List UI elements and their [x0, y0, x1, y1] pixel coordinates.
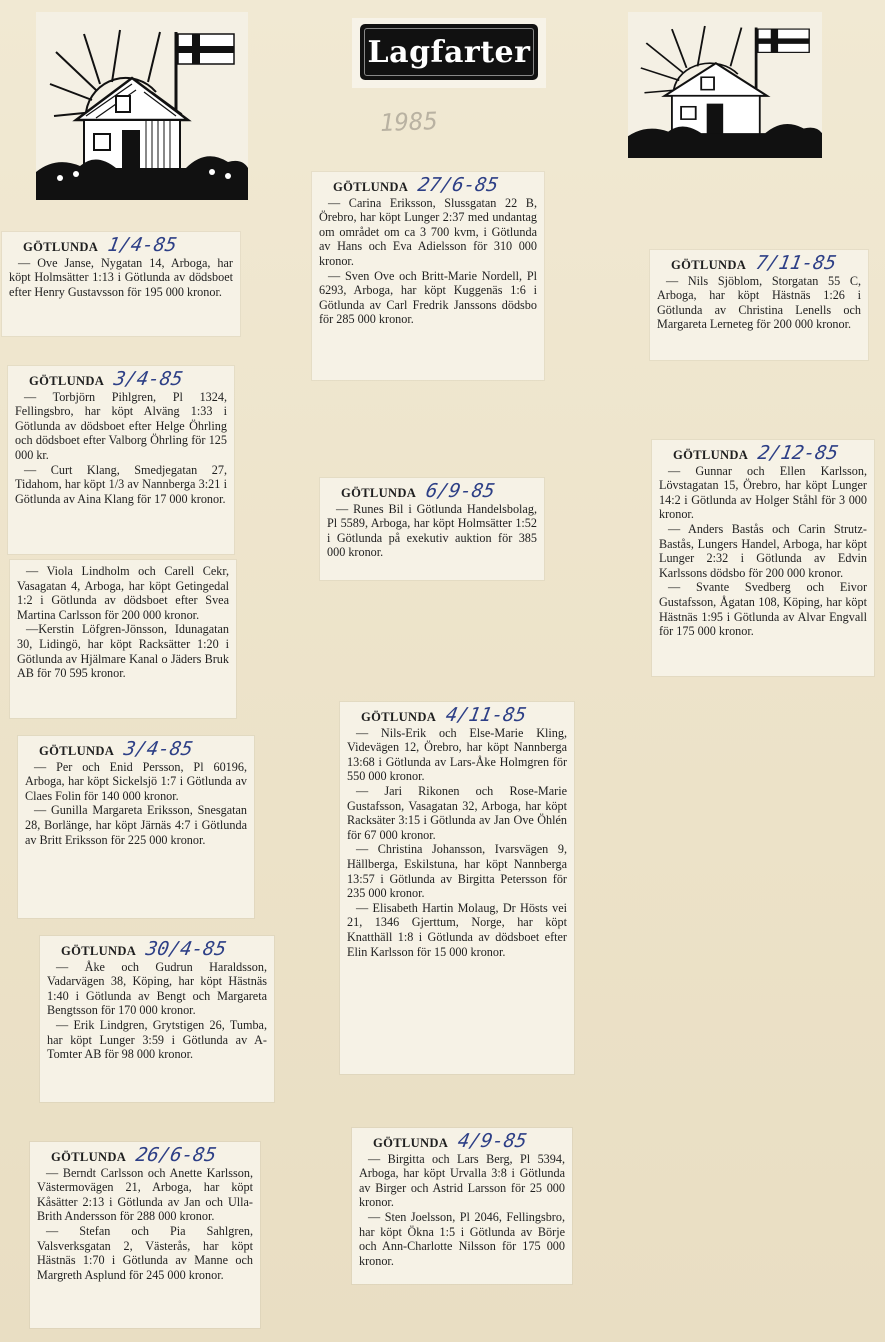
handwritten-date: 6/9-85 — [424, 480, 497, 502]
clipping-entry: — Curt Klang, Smedjegatan 27, Tidahom, har köpt 1/3 av Nannberga 3:21 i Götlunda av Aina Klang för 17 000 kronor. — [15, 462, 227, 506]
clipping-location: GÖTLUNDA — [341, 486, 417, 500]
clipping-header — [39, 738, 247, 760]
clipping-header — [333, 174, 537, 196]
clipping-header — [361, 704, 567, 726]
house-with-flag-icon — [36, 12, 248, 200]
clipping-card — [8, 366, 234, 554]
clipping-entry: — Torbjörn Pihlgren, Pl 1324, Fellingsbro, har köpt Alväng 1:33 i Götlunda av dödsboet efter Helge Öhrling och dödsboet efter Valborg Öhrling för 125 000 kr. — [15, 389, 227, 462]
clipping-card — [40, 936, 274, 1102]
clipping-card — [312, 172, 544, 380]
lagfarter-logo — [352, 18, 546, 88]
clipping-header — [29, 368, 227, 390]
clipping-entry: — Gunnar och Ellen Karlsson, Lövstagatan 15, Örebro, har köpt Lunger 14:2 i Götlunda av Holger Ståhl för 3 000 kronor. — [659, 463, 867, 522]
clipping-location: GÖTLUNDA — [39, 744, 115, 758]
clipping-header — [61, 938, 267, 960]
handwritten-date: 3/4-85 — [122, 738, 195, 760]
clipping-entry: — Erik Lindgren, Grytstigen 26, Tumba, har köpt Lunger 3:59 i Götlunda av A-Tomter AB för 98 000 kronor. — [47, 1017, 267, 1062]
house-with-flag-illustration-right — [628, 12, 822, 158]
logo-title: Lagfarter — [360, 24, 538, 80]
clipping-entry: — Nils-Erik och Else-Marie Kling, Videvägen 12, Örebro, har köpt Nannberga 13:68 i Götlunda av Lars-Åke Holmgren för 550 000 kronor. — [347, 725, 567, 784]
handwritten-date: 4/9-85 — [456, 1130, 529, 1152]
clipping-location: GÖTLUNDA — [23, 240, 99, 254]
handwritten-date: 2/12-85 — [756, 442, 841, 464]
clipping-location: GÖTLUNDA — [361, 710, 437, 724]
clipping-entry: — Carina Eriksson, Slussgatan 22 B, Örebro, har köpt Lunger 2:37 med undantag om området om ca 3 700 kvm, i Götlunda av Hans och Eva Adielsson för 310 000 kronor. — [319, 195, 537, 268]
clipping-card — [10, 560, 236, 718]
clipping-entry: — Sven Ove och Britt-Marie Nordell, Pl 6293, Arboga, har köpt Kuggenäs 1:6 i Götlunda av Carl Fredrik Janssons dödsbo för 285 000 kronor. — [319, 268, 537, 327]
clipping-entry: — Christina Johansson, Ivarsvägen 9, Hällberga, Eskilstuna, har köpt Nannberga 13:57 i Götlunda av Birgitta Petersson för 235 000 kronor. — [347, 842, 567, 901]
clipping-card — [650, 250, 868, 360]
handwritten-date: 1/4-85 — [106, 234, 179, 256]
clipping-entry: — Stefan och Pia Sahlgren, Valsverksgatan 2, Västerås, har köpt Hästnäs 1:70 i Götlunda av Manne och Margreth Asplund för 245 000 kronor. — [37, 1223, 253, 1282]
clipping-header — [341, 480, 537, 502]
clipping-entry: — Per och Enid Persson, Pl 60196, Arboga, har köpt Sickelsjö 1:7 i Götlunda av Claes Folin för 140 000 kronor. — [25, 759, 247, 803]
clipping-entry: — Elisabeth Hartin Molaug, Dr Hösts vei 21, 1346 Gjerttum, Norge, har köpt Knatthäll 1:8 i Götlunda av dödsboet efter Elin Karlsson för 15 000 kronor. — [347, 900, 567, 959]
clipping-entry: — Nils Sjöblom, Storgatan 55 C, Arboga, har köpt Hästnäs 1:26 i Götlunda av Christina Lenells och Margareta Lerneteg för 200 000 kronor. — [657, 273, 861, 332]
handwritten-date: 4/11-85 — [444, 704, 529, 726]
clipping-location: GÖTLUNDA — [51, 1150, 127, 1164]
pencil-year-note: 1985 — [379, 106, 439, 138]
clipping-entry: — Birgitta och Lars Berg, Pl 5394, Arboga, har köpt Urvalla 3:8 i Götlunda av Birger och Astrid Larsson för 25 000 kronor. — [359, 1151, 565, 1210]
clipping-card — [30, 1142, 260, 1328]
clipping-card — [18, 736, 254, 918]
clipping-card — [340, 702, 574, 1074]
clipping-entry: — Jari Rikonen och Rose-Marie Gustafsson, Vasagatan 32, Arboga, har köpt Racksäter 3:15 i Götlunda av Jan Ove Öhlén för 67 000 kronor. — [347, 783, 567, 842]
house-with-flag-illustration-left — [36, 12, 248, 200]
clipping-card — [652, 440, 874, 676]
handwritten-date: 26/6-85 — [134, 1144, 219, 1166]
clipping-entry: — Viola Lindholm och Carell Cekr, Vasagatan 4, Arboga, har köpt Getingedal 1:2 i Götlunda av dödsboet efter Svea Martina Carlsson för 200 000 kronor. — [17, 564, 229, 622]
clipping-card — [352, 1128, 572, 1284]
clipping-entry: — Runes Bil i Götlunda Handelsbolag, Pl 5589, Arboga, har köpt Holmsätter 1:52 i Götlunda på exekutiv auktion för 385 000 kronor. — [327, 501, 537, 560]
clipping-location: GÖTLUNDA — [29, 374, 105, 388]
clipping-card — [2, 232, 240, 336]
clipping-location: GÖTLUNDA — [673, 448, 749, 462]
clipping-location: GÖTLUNDA — [373, 1136, 449, 1150]
handwritten-date: 27/6-85 — [416, 174, 501, 196]
clipping-entry: — Anders Bastås och Carin Strutz-Bastås, Lungers Handel, Arboga, har köpt Lunger 2:32 i Götlunda av Edvin Karlssons dödsbo för 200 000 kronor. — [659, 521, 867, 580]
clipping-location: GÖTLUNDA — [61, 944, 137, 958]
clipping-location: GÖTLUNDA — [333, 180, 409, 194]
clipping-header — [373, 1130, 565, 1152]
clipping-entry: — Berndt Carlsson och Anette Karlsson, Västermovägen 21, Arboga, har köpt Kåsätter 2:13 i Götlunda av Jan och Ulla-Brith Andersson för 288 000 kronor. — [37, 1165, 253, 1224]
clipping-header — [671, 252, 861, 274]
clipping-header — [673, 442, 867, 464]
clipping-header — [23, 234, 233, 256]
house-with-flag-icon — [628, 12, 822, 158]
clipping-entry: — Åke och Gudrun Haraldsson, Vadarvägen 38, Köping, har köpt Hästnäs 1:40 i Götlunda av Bengt och Margareta Bengtsson för 170 000 kronor. — [47, 959, 267, 1018]
handwritten-date: 7/11-85 — [754, 252, 839, 274]
clipping-location: GÖTLUNDA — [671, 258, 747, 272]
clipping-entry: — Ove Janse, Nygatan 14, Arboga, har köpt Holmsätter 1:13 i Götlunda av dödsboet efter Henry Gustavsson för 195 000 kronor. — [9, 255, 233, 299]
clipping-entry: — Gunilla Margareta Eriksson, Snesgatan 28, Borlänge, har köpt Järnäs 4:7 i Götlunda av Britt Eriksson för 225 000 kronor. — [25, 803, 247, 847]
clipping-header — [51, 1144, 253, 1166]
clipping-entry: —Kerstin Löfgren-Jönsson, Idunagatan 30, Lidingö, har köpt Racksätter 1:20 i Götlunda av Hjälmare Kanal o Jäders Bruk AB för 70 595 kronor. — [17, 622, 229, 681]
clipping-entry: — Svante Svedberg och Eivor Gustafsson, Ågatan 108, Köping, har köpt Hästnäs 1:95 i Götlunda av Alvar Engvall för 175 000 kronor. — [659, 580, 867, 639]
clipping-entry: — Sten Joelsson, Pl 2046, Fellingsbro, har köpt Ökna 1:5 i Götlunda av Börje och Ann-Charlotte Nilsson för 175 000 kronor. — [359, 1209, 565, 1268]
handwritten-date: 3/4-85 — [112, 368, 185, 390]
clipping-card — [320, 478, 544, 580]
handwritten-date: 30/4-85 — [144, 938, 229, 960]
